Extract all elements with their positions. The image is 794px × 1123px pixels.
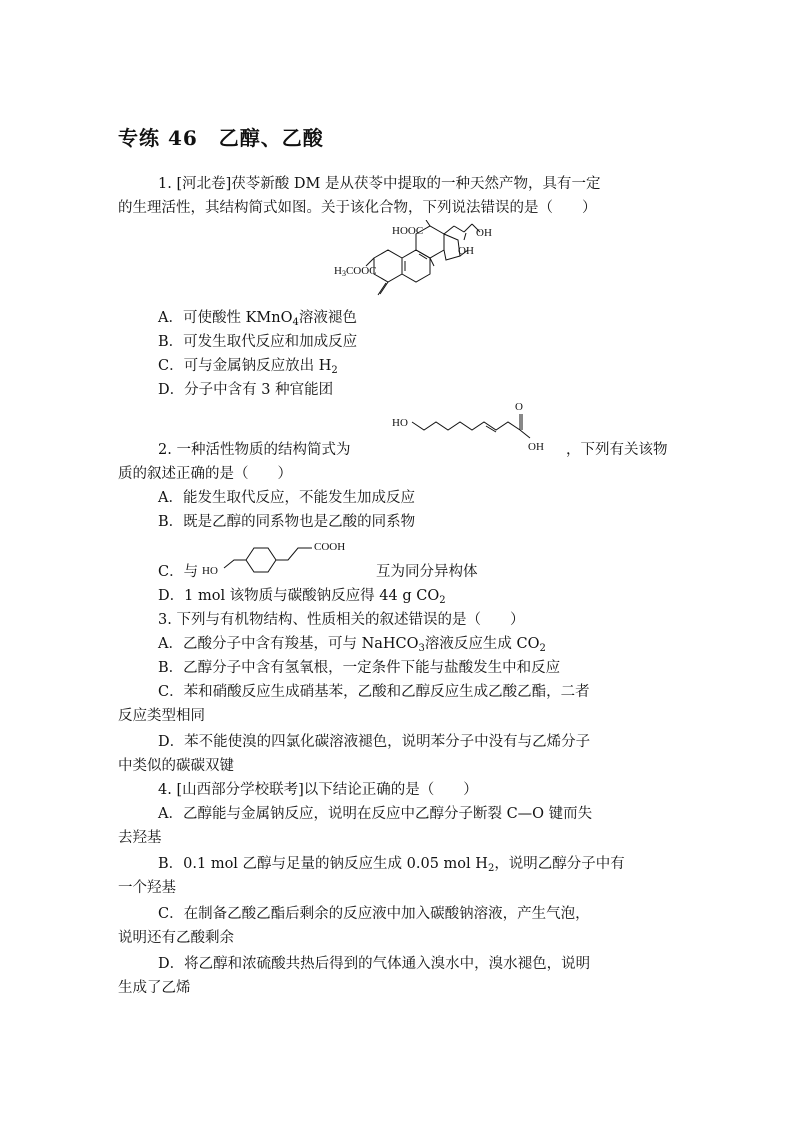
page-title: 专练 46 乙醇、乙酸 [118,126,324,150]
q2-optc-ho-label: HO [202,565,218,577]
q2-option-a: A．能发生取代反应，不能发生加成反应 [158,490,415,506]
q2-stem-line2: 质的叙述正确的是（ ） [118,466,292,482]
q2-optc-cooh-label: COOH [314,541,346,553]
q2-option-c-pre: C．与 [158,564,199,580]
q1-stem-line1: 1. [河北卷]茯苓新酸 DM 是从茯苓中提取的一种天然产物，具有一定 [158,176,601,192]
q1-mol-hooc-label: HOOC [392,225,424,237]
q2-option-b: B．既是乙醇的同系物也是乙酸的同系物 [158,514,416,530]
q2-stem-pre: 2. 一种活性物质的结构简式为 [158,442,351,458]
q4-option-b-line2: 一个羟基 [118,880,176,896]
q1-mol-ester-label: H3COOC [334,265,377,278]
q3-option-c-line1: C．苯和硝酸反应生成硝基苯，乙酸和乙醇反应生成乙酸乙酯，二者 [158,684,590,700]
q2-option-c-post: 互为同分异构体 [376,564,478,580]
q3-stem: 3. 下列与有机物结构、性质相关的叙述错误的是（ ） [158,612,525,628]
q2-option-d: D．1 mol 该物质与碳酸钠反应得 44 g $CO_2$ [158,588,446,606]
q4-option-b-line1: B．0.1 mol 乙醇与足量的钠反应生成 0.05 mol $H_2$，说明乙醇分子中有 [158,856,625,874]
q1-structure-diagram [330,220,510,304]
q4-option-a-line2: 去羟基 [118,830,162,846]
q3-option-b: B．乙醇分子中含有氢氧根，一定条件下能与盐酸发生中和反应 [158,660,561,676]
q2-mol-o-label: O [515,401,523,413]
q2-stem-post: ，下列有关该物 [566,442,668,458]
q4-option-d-line2: 生成了乙烯 [118,980,191,996]
q1-option-a: A．可使酸性 KMnO$_4$溶液褪色 [158,310,357,328]
q1-option-c: C．可与金属钠反应放出 $H_2$ [158,358,338,376]
q3-option-a: A．乙酸分子中含有羧基，可与 NaHCO$_3$溶液反应生成 $CO_2$ [158,636,546,654]
q3-option-d-line2: 中类似的碳碳双键 [118,758,234,774]
q4-stem: 4. [山西部分学校联考]以下结论正确的是（ ） [158,782,478,798]
q2-option-c-structure [200,530,370,580]
q2-mol-ho-label: HO [392,417,408,429]
q1-stem-line2: 的生理活性，其结构简式如图。关于该化合物，下列说法错误的是（ ） [118,200,597,216]
q4-option-c-line2: 说明还有乙酸剩余 [118,930,234,946]
q1-option-d: D．分子中含有 3 种官能团 [158,382,334,398]
q1-option-b: B．可发生取代反应和加成反应 [158,334,358,350]
q1-mol-oh-top-label: OH [476,227,492,239]
q4-option-a-line1: A．乙醇能与金属钠反应，说明在反应中乙醇分子断裂 C—O 键而失 [158,806,593,822]
q1-mol-oh-right-label: OH [458,245,474,257]
q3-option-d-line1: D．苯不能使溴的四氯化碳溶液褪色，说明苯分子中没有与乙烯分子 [158,734,591,750]
q4-option-c-line1: C．在制备乙酸乙酯后剩余的反应液中加入碳酸钠溶液，产生气泡， [158,906,590,922]
q3-option-c-line2: 反应类型相同 [118,708,205,724]
q4-option-d-line1: D．将乙醇和浓硫酸共热后得到的气体通入溴水中，溴水褪色，说明 [158,956,591,972]
q2-mol-oh-label: OH [528,441,544,453]
q2-structure-diagram [388,400,568,456]
